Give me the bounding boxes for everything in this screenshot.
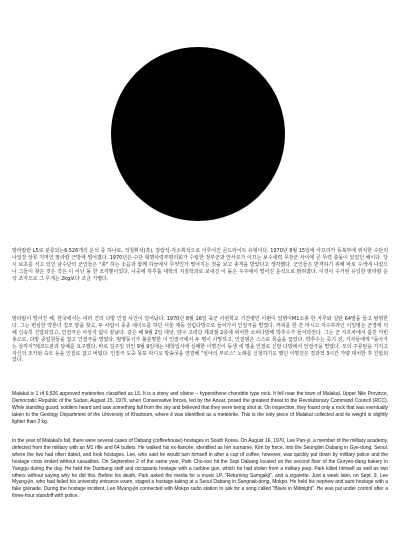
korean-paragraph-1: 말라칼란 L5로 분류되는6.526개의 운석 중 하나로, 적철휘석(흑), 감람석-자소휘석으로 이루어진 콘드라이트 유형이다. 1970년 8월 15일에 아프리카 동북부에 위치한 수단의 나일강 상류 지역인 말라칼 근방에 떨어졌다. 1970년은 수단 혁명사령부평의회가 수립한 정부군과 안사르가 이끄는 보수세력 무장군 사이에 큰 무력 충돌이 있었던 해이다. 당시 보초를 서고 있던 남수단의 군인들은 "총" 하는 소음과 함께 하늘에서 무엇인가 떨어지는 것을 보고 총격을 받았다고 생각했다. 군인들은 반격하기 위해 바로 수색에 나섰으나 그들이 찾은 것은 작은 이 어닌 돌 한 조각뿐이었다. 나중에 하루툼 대학의 지질학과로 보내진 이 돌은 우주에서 떨어진 운석으로 밝혀졌다. 이것이 수거된 유일한 말라칼 운석 조각으로 그 무게는 2kg보다 조금 가볍다.	[12, 248, 388, 282]
meteorite-black-disc	[111, 47, 285, 221]
korean-paragraph-2: 말라칼이 떨어진 해, 한국에서는 여러 건의 다방 인질 사건이 일어났다. 1970년 8월 16일 육군 사관학교 기간병인 이편이 일병이M1소총 한 자루와 실탄 64발을 들고 탈영한다. 그는 변심한 약혼녀 김모 양을 찾고, 두 사람이 종종 데이트를 하던 서울 계동 성림다방으로 들어가서 인질극을 벌였다. 커피를 한 잔 마시고 자수하라던 이일병은 군경에 의해 신속히 진압되었고, 인질극은 사상자 없이 끝났다. 같은 해 9월 2일 대낮, 양구 고려당 제과점 2층에 위치한 소피다방에 박추수가 들이닥친다. 그는 군 지프차에서 훔친 카빈총으로, 다방 종업원들을 잡고 인질극을 벌였다. 범행동기가 불분명한 이 인질극에서 두 명이 사망하고, 인질범은 스스로 목숨을 끊었다. 박추수는 죽기 전, 기자들에게 "돌아가는 삼각지"레코드판과 담배를 요구했다. 바로 일주일 뒤인 9월 9일에는 대학입시에 실패한 이명진이 동생 세 명을 인질로 신방 다방에서 인질극을 벌였다. 모의 주류탄을 가지고 자신의 조카와 숙모 등을 인질로 잡고 버텼다. 인질극 도중 목포 라디오 방송국을 연결해 "심야의 부르스" 노래를 신청하기도 했던 이명진은 결과적 3시간 가량 대치한 후 진압되었다.	[12, 316, 388, 364]
english-paragraph-1: Malakal is 1 of 6,526 approved meteorites classified as L5. It is a stony and olivine – hypersthene chondrite type rock. It fell near the town of Malakal, Upper Nile Province, Democratic Republic of the Sudan, August 15, 1970, when Conservative forces, led by the Ansar, posed the greatest threat to the Revolutionary Command Council (RCC). While standing guard, soldiers heard and saw something fall from the sky and believed that they were being shot at. On inspection, they found only a rock that was eventually taken to the Geology Department of the University of Khartoum, where it was identified as a meteorite. This is the only piece of Malakal collected and its weight is slightly lighter than 2 kg.	[12, 391, 388, 425]
english-paragraph-2: In the year of Malakal's fall, there were several cases of Dabang (coffeehouse) hostages in South Korea. On August 16, 1970, Lee Pan-yi, a member of the military academy, defected from the military with an M1 rifle and 64 bullets. He walked his ex-fiancée, identified as her surname, Kim by force, into the Seonglim Dabang in Gye-dong, Seoul, where the two had often dated, and took hostages. Lee, who said he would turn himself in after a cup of coffee, however, was quickly put down by military police and the hostage crisis ended without casualties. On September 2 of the same year, Park Chu-soo hit the Sopi Dabang located on the second floor of the Goryeo-dang bakery in Yanggu during the day. He held the Danbang staff and occupants hostage with a carbine gun, which he had stolen from a military jeep. Park killed himself as well as two others without saying why he did this. Before his death, Park asked the media for a music LP, "Returning Samgakji", and a cigarette. Just a week later, on Sept. 9, Lee Myung-jin, who had failed his university entrance exam, staged a hostage-taking at a Seoul Dabang in Sangnak-dong, Mokpo. He held his nephew and aunt hostage with a fake grenade. During the hostage incident, Lee Myung-jin connected with Mokpo radio station to ask for a song called "Blues in Midnight". He was put under control after a three-hour standoff with police.	[12, 438, 388, 500]
